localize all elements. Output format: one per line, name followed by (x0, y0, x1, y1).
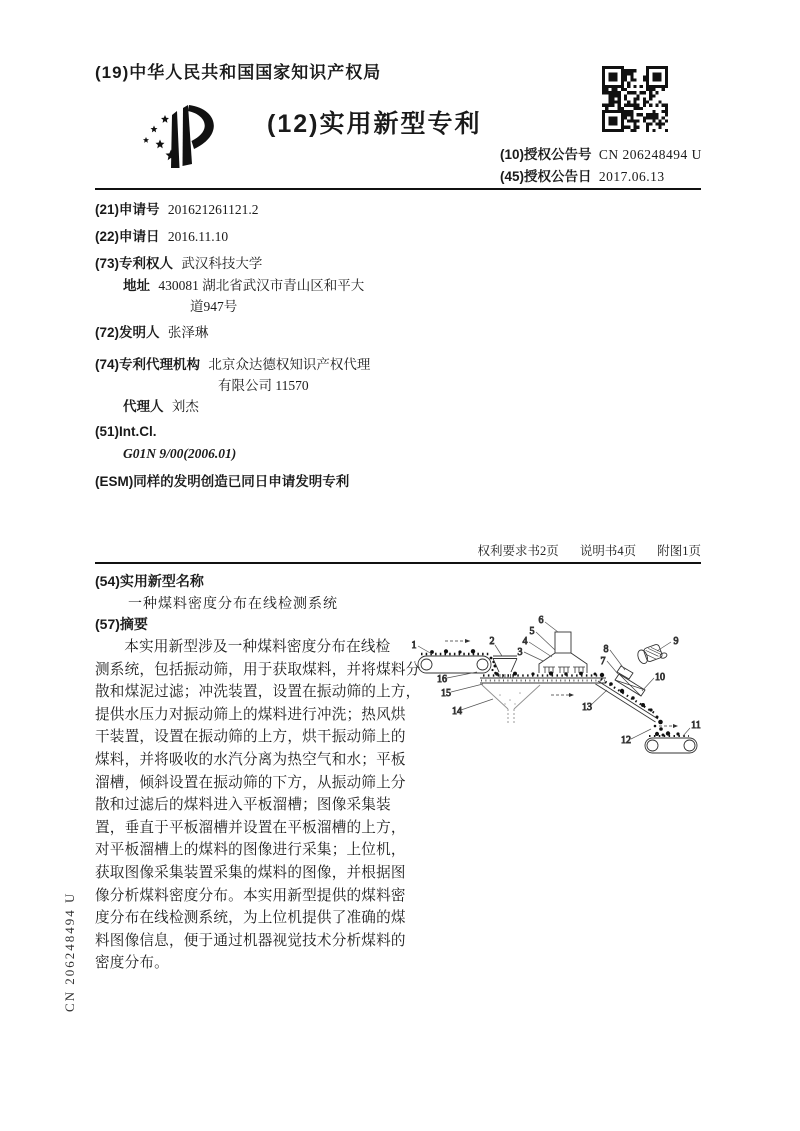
field-label: (21)申请号 (95, 202, 160, 217)
leader-lines (418, 622, 690, 739)
figure-label-2: 2 (489, 636, 495, 647)
figure-label-5: 5 (529, 626, 535, 637)
field-agent (123, 395, 199, 415)
flow-arrow (465, 639, 471, 643)
field-label: (22)申请日 (95, 229, 160, 244)
drawings-pages: 附图1页 (657, 544, 701, 558)
abstract-line: 测系统，包括振动筛，用于获取煤料，并将煤料分 (95, 661, 421, 678)
abstract-line: 获取图像采集装置采集的煤料的图像，并根据图 (95, 864, 406, 881)
field-label: (73)专利权人 (95, 256, 174, 271)
abstract-line: 度分布在线检测系统，为上位机提供了准确的煤 (95, 910, 406, 927)
field-value: 武汉科技大学 (181, 256, 263, 271)
field-value: 201621261121.2 (167, 202, 259, 217)
field-label: (72)发明人 (95, 325, 160, 340)
figure-label-13: 13 (582, 702, 592, 713)
field-label: (ESM)同样的发明创造已同日申请发明专利 (95, 474, 350, 489)
figure-label-15: 15 (441, 688, 451, 699)
figure-label-7: 7 (600, 656, 606, 667)
qr-code-pattern (602, 66, 668, 132)
figure-label-8: 8 (603, 644, 609, 655)
field-application-number (95, 198, 259, 218)
field-agency (95, 353, 370, 373)
publication-block (500, 144, 800, 188)
slime-funnel (482, 685, 540, 723)
host-computer (636, 642, 668, 666)
field-label: 地址 (123, 278, 150, 293)
abstract-line: 对平板溜槽上的煤料的图像进行采集；上位机， (95, 842, 406, 859)
utility-model-title: 一种煤料密度分布在线检测系统 (128, 597, 338, 612)
abstract-line: 干装置，设置在振动筛的上方，烘干振动筛上的 (95, 729, 406, 746)
abstract-line: 料图像信息，便于通过机器视觉技术分析煤料的 (95, 932, 406, 949)
patent-figure (405, 605, 725, 780)
pub-date-value: 2017.06.13 (598, 169, 665, 184)
system-schematic-drawing (405, 605, 725, 775)
abstract-line: 散和煤泥过滤；冲洗装置，设置在振动筛的上方， (95, 684, 421, 701)
feed-conveyor (418, 639, 497, 674)
pub-date-label: (45)授权公告日 (500, 169, 592, 184)
field-int-cl (95, 424, 157, 440)
flow-arrow-mid (551, 693, 574, 697)
vibrating-screen (480, 671, 606, 683)
abstract-line: 本实用新型涉及一种煤料密度分布在线检 (124, 639, 391, 655)
abstract-text (95, 636, 429, 975)
image-capture-device (615, 666, 645, 696)
qr-code (602, 66, 668, 137)
figure-label-6: 6 (538, 615, 544, 626)
pub-number-label: (10)授权公告号 (500, 147, 592, 162)
field-address (123, 274, 364, 294)
field-int-cl-value (123, 446, 236, 462)
pub-number-value: CN 206248494 U (598, 147, 702, 162)
field-value: 道947号 (190, 299, 238, 314)
issuing-office: (19)中华人民共和国国家知识产权局 (95, 63, 382, 82)
field-label: (51)Int.Cl. (95, 424, 157, 439)
figure-label-14: 14 (452, 706, 462, 717)
abstract-line: 散和过滤后的煤料进入平板溜槽；图像采集装 (95, 797, 391, 814)
field-label: (74)专利代理机构 (95, 357, 201, 372)
field-label: 代理人 (123, 399, 164, 414)
field-esm-note (95, 470, 349, 490)
abstract-line: 像分析煤料密度分布。本实用新型提供的煤料密 (95, 887, 406, 904)
pub-number-row (500, 144, 800, 166)
hot-air-dryer (539, 632, 587, 673)
figure-label-3: 3 (517, 647, 523, 658)
field-address-line2 (190, 295, 237, 315)
section-57-label: (57)摘要 (95, 616, 148, 632)
figure-label-1: 1 (411, 640, 417, 651)
field-value: 430081 湖北省武汉市青山区和平大 (158, 278, 365, 293)
abstract-line: 提供水压力对振动筛上的煤料进行冲洗；热风烘 (95, 706, 406, 723)
figure-label-16: 16 (437, 674, 447, 685)
discharge-conveyor (645, 724, 697, 753)
field-value: 张泽琳 (167, 325, 209, 340)
figure-label-10: 10 (655, 672, 665, 683)
figure-label-11: 11 (691, 720, 701, 731)
pub-date-row (500, 166, 800, 188)
side-publication-code: CN 206248494 U (62, 891, 77, 1012)
cnipa-logo (138, 98, 230, 183)
field-value: 刘杰 (171, 399, 199, 414)
section-54-label: (54)实用新型名称 (95, 573, 204, 589)
logo-stars (143, 115, 177, 160)
flat-chute (596, 679, 659, 722)
abstract-line: 溜槽，倾斜设置在振动筛的下方，从振动筛上分 (95, 774, 406, 791)
field-patentee (95, 252, 262, 272)
figure-label-9: 9 (673, 636, 679, 647)
field-inventor (95, 321, 208, 341)
cnipa-logo-drawing (138, 98, 230, 178)
field-agency-line2 (218, 374, 309, 394)
abstract-line: 密度分布。 (95, 955, 169, 972)
claims-pages: 权利要求书2页 (477, 544, 559, 558)
abstract-line: 置，垂直于平板溜槽并设置在平板溜槽的上方， (95, 819, 406, 836)
field-value: 北京众达德权知识产权代理 (208, 357, 371, 372)
abstract-line: 煤料，并将吸收的水汽分离为热空气和水；平板 (95, 751, 406, 768)
figure-label-12: 12 (621, 735, 631, 746)
field-value: 有限公司 11570 (218, 378, 309, 393)
field-value: 2016.11.10 (167, 229, 229, 244)
figure-label-4: 4 (522, 636, 528, 647)
divider-rule-middle (95, 562, 701, 564)
field-value: G01N 9/00(2006.01) (123, 446, 237, 461)
divider-rule-top (95, 188, 701, 190)
description-pages: 说明书4页 (579, 544, 637, 558)
pages-info (95, 541, 701, 559)
field-application-date (95, 225, 228, 245)
document-type-title: (12)实用新型专利 (267, 110, 482, 138)
